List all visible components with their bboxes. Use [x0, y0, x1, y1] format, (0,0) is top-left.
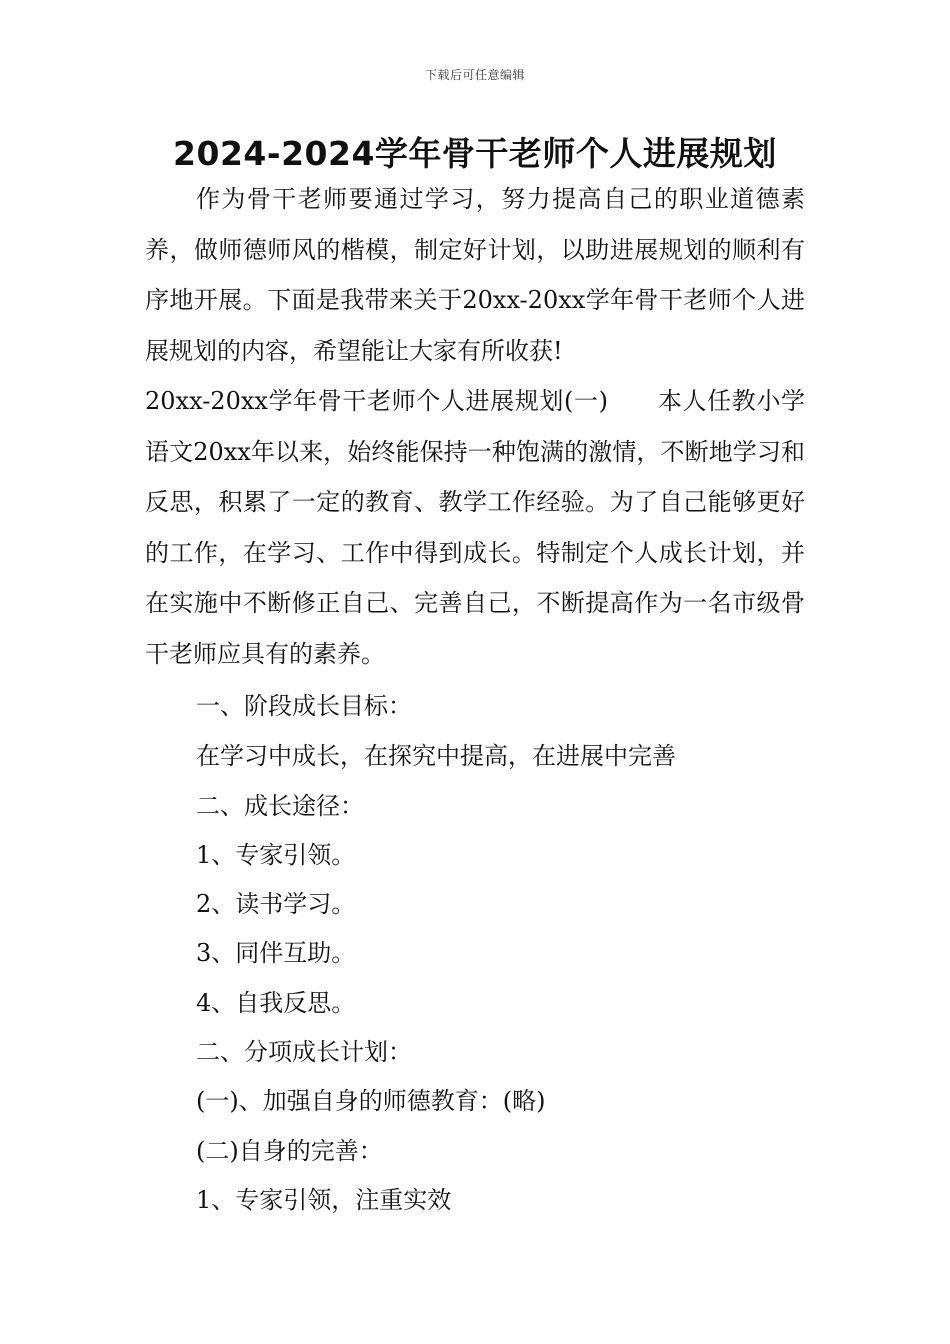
section-one-paragraph: 20xx-20xx学年骨干老师个人进展规划(一) 本人任教小学语文20xx年以来，始终能保持一种饱满的激情，不断地学习和反思，积累了一定的教育、教学工作经验。为了自己能够更好的工作，在学习、工作中得到成长。特制定个人成长计划，并在实施中不断修正自己、完善自己，不断提高作为一名市级骨干老师应具有的素养。 [145, 387, 805, 668]
plan-item: (二)自身的完善： [196, 1137, 383, 1165]
growth-path-item: 1、专家引领。 [196, 841, 356, 869]
growth-path-item: 3、同伴互助。 [196, 939, 356, 967]
plan-subitem: 1、专家引领，注重实效 [196, 1186, 452, 1214]
page-header-note: 下载后可任意编辑 [424, 68, 525, 82]
growth-path-item: 2、读书学习。 [196, 890, 356, 918]
growth-path-item: 4、自我反思。 [196, 989, 356, 1017]
document-body [145, 174, 805, 679]
plan-item: (一)、加强自身的师德教育：(略) [196, 1087, 546, 1115]
plan-heading: 二、分项成长计划： [196, 1038, 412, 1066]
stage-goal-heading: 一、阶段成长目标： [196, 692, 412, 720]
intro-paragraph: 作为骨干老师要通过学习，努力提高自己的职业道德素养，做师德师风的楷模，制定好计划，以助进展规划的顺利有序地开展。下面是我带来关于20xx-20xx学年骨干老师个人进展规划的内容，希望能让大家有所收获! [145, 185, 805, 365]
stage-goal-text: 在学习中成长，在探究中提高，在进展中完善 [196, 742, 676, 770]
document-title: 2024-2024学年骨干老师个人进展规划 [173, 134, 777, 173]
growth-path-heading: 二、成长途径： [196, 792, 364, 820]
